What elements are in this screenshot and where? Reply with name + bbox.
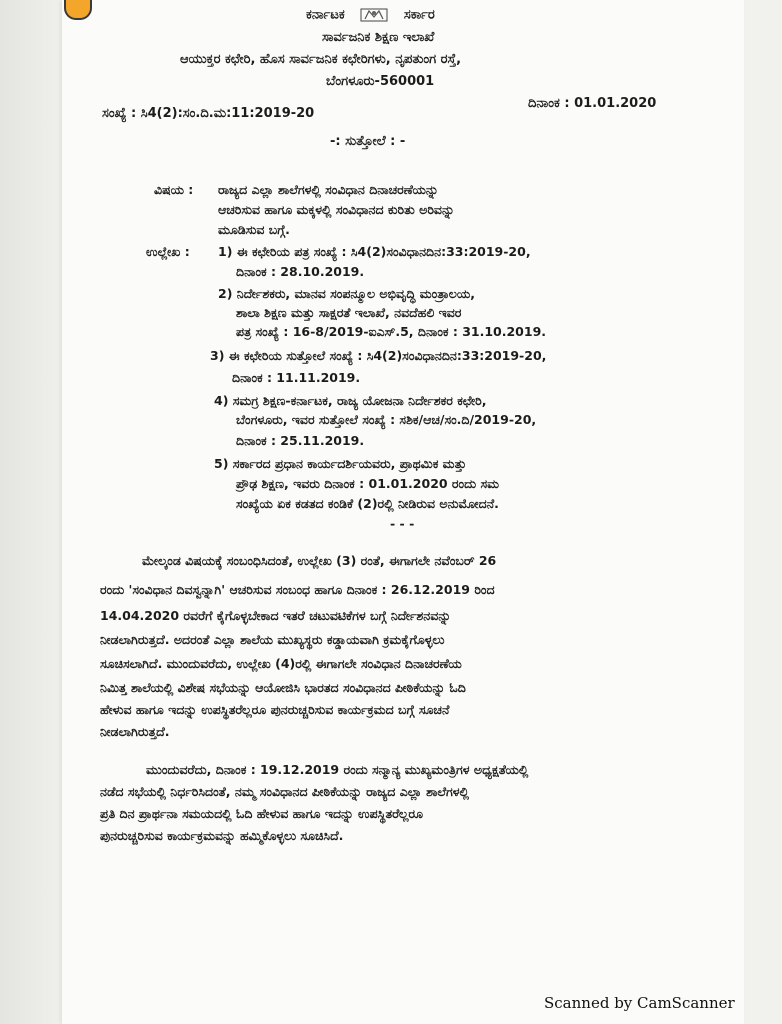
reference-item-line: 5) ಸರ್ಕಾರದ ಪ್ರಧಾನ ಕಾರ್ಯದರ್ಶಿಯವರು, ಪ್ರಾಥಮಿಕ ಮತ್ತು [214, 456, 467, 471]
paragraph-line: ಮೇಲ್ಕಂಡ ವಿಷಯಕ್ಕೆ ಸಂಬಂಧಿಸಿದಂತೆ, ಉಲ್ಲೇಖ (3) ರಂತೆ, ಈಗಾಗಲೇ ನವೆಂಬರ್ 26 [142, 553, 497, 568]
reference-item-line: ಪ್ರೌಢ ಶಿಕ್ಷಣ, ಇವರು ದಿನಾಂಕ : 01.01.2020 ರಂದು ಸಮ [236, 476, 500, 491]
paragraph-line: 14.04.2020 ರವರೆಗೆ ಕೈಗೊಳ್ಳಬೇಕಾದ ಇತರೆ ಚಟುವಟಿಕೆಗಳ ಬಗ್ಗೆ ನಿರ್ದೇಶನವನ್ನು [100, 608, 451, 623]
reference-item-line: ದಿನಾಂಕ : 28.10.2019. [236, 264, 365, 279]
circular-title: -: ಸುತ್ತೋಲೆ : - [330, 134, 406, 149]
letterhead-state [306, 6, 435, 24]
references-label: ಉಲ್ಲೇಖ : [146, 244, 190, 259]
subject-line: ರಾಜ್ಯದ ಎಲ್ಲಾ ಶಾಲೆಗಳಲ್ಲಿ ಸಂವಿಧಾನ ದಿನಾಚರಣೆಯನ್ನು [218, 182, 439, 197]
document-page [62, 0, 744, 1024]
office-address: ಆಯುಕ್ತರ ಕಛೇರಿ, ಹೊಸ ಸಾರ್ವಜನಿಕ ಕಛೇರಿಗಳು, ನೃಪತುಂಗ ರಸ್ತೆ, [180, 52, 462, 67]
reference-number: ಸಂಖ್ಯೆ : ಸಿ4(2):ಸಂ.ದಿ.ಮ:11:2019-20 [102, 106, 315, 121]
paragraph-line: ಸೂಚಿಸಲಾಗಿದೆ. ಮುಂದುವರೆದು, ಉಲ್ಲೇಖ (4)ರಲ್ಲಿ ಈಗಾಗಲೇ ಸಂವಿಧಾನ ದಿನಾಚರಣೆಯ [100, 656, 462, 671]
paragraph-line: ಪುನರುಚ್ಚರಿಸುವ ಕಾರ್ಯಕ್ರಮವನ್ನು ಹಮ್ಮಿಕೊಳ್ಳಲು ಸೂಚಿಸಿದೆ. [100, 828, 344, 843]
reference-item-line: ಶಾಲಾ ಶಿಕ್ಷಣ ಮತ್ತು ಸಾಕ್ಷರತೆ ಇಲಾಖೆ, ನವದೆಹಲಿ ಇವರ [236, 305, 462, 320]
reference-item-line: 2) ನಿರ್ದೇಶಕರು, ಮಾನವ ಸಂಪನ್ಮೂಲ ಅಭಿವೃದ್ಧಿ ಮಂತ್ರಾಲಯ, [218, 286, 476, 301]
paragraph-line: ರಂದು 'ಸಂವಿಧಾನ ದಿವಸ್ವನ್ನಾಗಿ' ಆಚರಿಸುವ ಸಂಬಂಧ ಹಾಗೂ ದಿನಾಂಕ : 26.12.2019 ರಿಂದ [100, 582, 495, 597]
paragraph-line: ನಿಮಿತ್ತ ಶಾಲೆಯಲ್ಲಿ ವಿಶೇಷ ಸಭೆಯನ್ನು ಆಯೋಜಿಸಿ ಭಾರತದ ಸಂವಿಧಾನದ ಪೀಠಿಕೆಯನ್ನು ಓದಿ [100, 680, 466, 695]
office-city: ಬೆಂಗಳೂರು-560001 [326, 74, 435, 89]
subject-label: ವಿಷಯ : [154, 182, 194, 197]
paragraph-line: ಪ್ರತಿ ದಿನ ಪ್ರಾರ್ಥನಾ ಸಮಯದಲ್ಲಿ ಓದಿ ಹೇಳುವ ಹಾಗೂ ಇದನ್ನು ಉಪಸ್ಥಿತರೆಲ್ಲರೂ [100, 806, 424, 821]
paragraph-line: ಹೇಳುವ ಹಾಗೂ ಇದನ್ನು ಉಪಸ್ಥಿತರೆಲ್ಲರೂ ಪುನರುಚ್ಚರಿಸುವ ಕಾರ್ಯಕ್ರಮದ ಬಗ್ಗೆ ಸೂಚನೆ [100, 702, 450, 717]
state-name-right: ಸರ್ಕಾರ [403, 7, 435, 23]
department-name: ಸಾರ್ವಜನಿಕ ಶಿಕ್ಷಣ ಇಲಾಖೆ [322, 30, 435, 45]
reference-item-line: 4) ಸಮಗ್ರ ಶಿಕ್ಷಣ-ಕರ್ನಾಟಕ, ರಾಜ್ಯ ಯೋಜನಾ ನಿರ್ದೇಶಕರ ಕಛೇರಿ, [214, 393, 487, 408]
reference-item-line: 1) ಈ ಕಛೇರಿಯ ಪತ್ರ ಸಂಖ್ಯೆ : ಸಿ4(2)ಸಂವಿಧಾನದಿನ:33:2019-20, [218, 244, 531, 259]
references-separator: - - - [390, 516, 415, 531]
reference-item-line: ದಿನಾಂಕ : 25.11.2019. [236, 433, 365, 448]
reference-item-line: ಪತ್ರ ಸಂಖ್ಯೆ : 16-8/2019-ಐಎಸ್.5, ದಿನಾಂಕ : 31.10.2019. [236, 324, 547, 339]
reference-item-line: ದಿನಾಂಕ : 11.11.2019. [232, 370, 361, 385]
reference-item-line: ಸಂಖ್ಯೆಯ ಏಕ ಕಡತದ ಕಂಡಿಕೆ (2)ರಲ್ಲಿ ನೀಡಿರುವ ಅನುಮೋದನೆ. [236, 496, 499, 511]
subject-line: ಆಚರಿಸುವ ಹಾಗೂ ಮಕ್ಕಳಲ್ಲಿ ಸಂವಿಧಾನದ ಕುರಿತು ಅರಿವನ್ನು [218, 202, 455, 217]
paragraph-line: ಮುಂದುವರೆದು, ದಿನಾಂಕ : 19.12.2019 ರಂದು ಸನ್ಮಾನ್ಯ ಮುಖ್ಯಮಂತ್ರಿಗಳ ಅಧ್ಯಕ್ಷತೆಯಲ್ಲಿ [146, 762, 529, 777]
reference-item-line: 3) ಈ ಕಛೇರಿಯ ಸುತ್ತೋಲೆ ಸಂಖ್ಯೆ : ಸಿ4(2)ಸಂವಿಧಾನದಿನ:33:2019-20, [210, 348, 547, 363]
reference-date: ದಿನಾಂಕ : 01.01.2020 [528, 96, 657, 111]
subject-line: ಮೂಡಿಸುವ ಬಗ್ಗೆ. [218, 222, 290, 237]
paragraph-line: ನೀಡಲಾಗಿರುತ್ತದೆ. ಅದರಂತೆ ಎಲ್ಲಾ ಶಾಲೆಯ ಮುಖ್ಯಸ್ಥರು ಕಡ್ಡಾಯವಾಗಿ ಕ್ರಮಕೈಗೊಳ್ಳಲು [100, 632, 445, 647]
paragraph-line: ನೀಡಲಾಗಿರುತ್ತದೆ. [100, 724, 170, 739]
scan-background-strip [0, 0, 62, 1024]
scanner-watermark: Scanned by CamScanner [544, 994, 735, 1012]
reference-item-line: ಬೆಂಗಳೂರು, ಇವರ ಸುತ್ತೋಲೆ ಸಂಖ್ಯೆ : ಸಶಿಕ/ಆಚ/ಸಂ.ದಿ/2019-20, [236, 412, 537, 427]
state-emblem-icon [357, 6, 391, 24]
paragraph-line: ನಡೆದ ಸಭೆಯಲ್ಲಿ ನಿರ್ಧರಿಸಿದಂತೆ, ನಮ್ಮ ಸಂವಿಧಾನದ ಪೀಠಿಕೆಯನ್ನು ರಾಜ್ಯದ ಎಲ್ಲಾ ಶಾಲೆಗಳಲ್ಲಿ [100, 784, 469, 799]
state-name-left: ಕರ್ನಾಟಕ [306, 7, 345, 23]
app-badge-icon [64, 0, 92, 20]
